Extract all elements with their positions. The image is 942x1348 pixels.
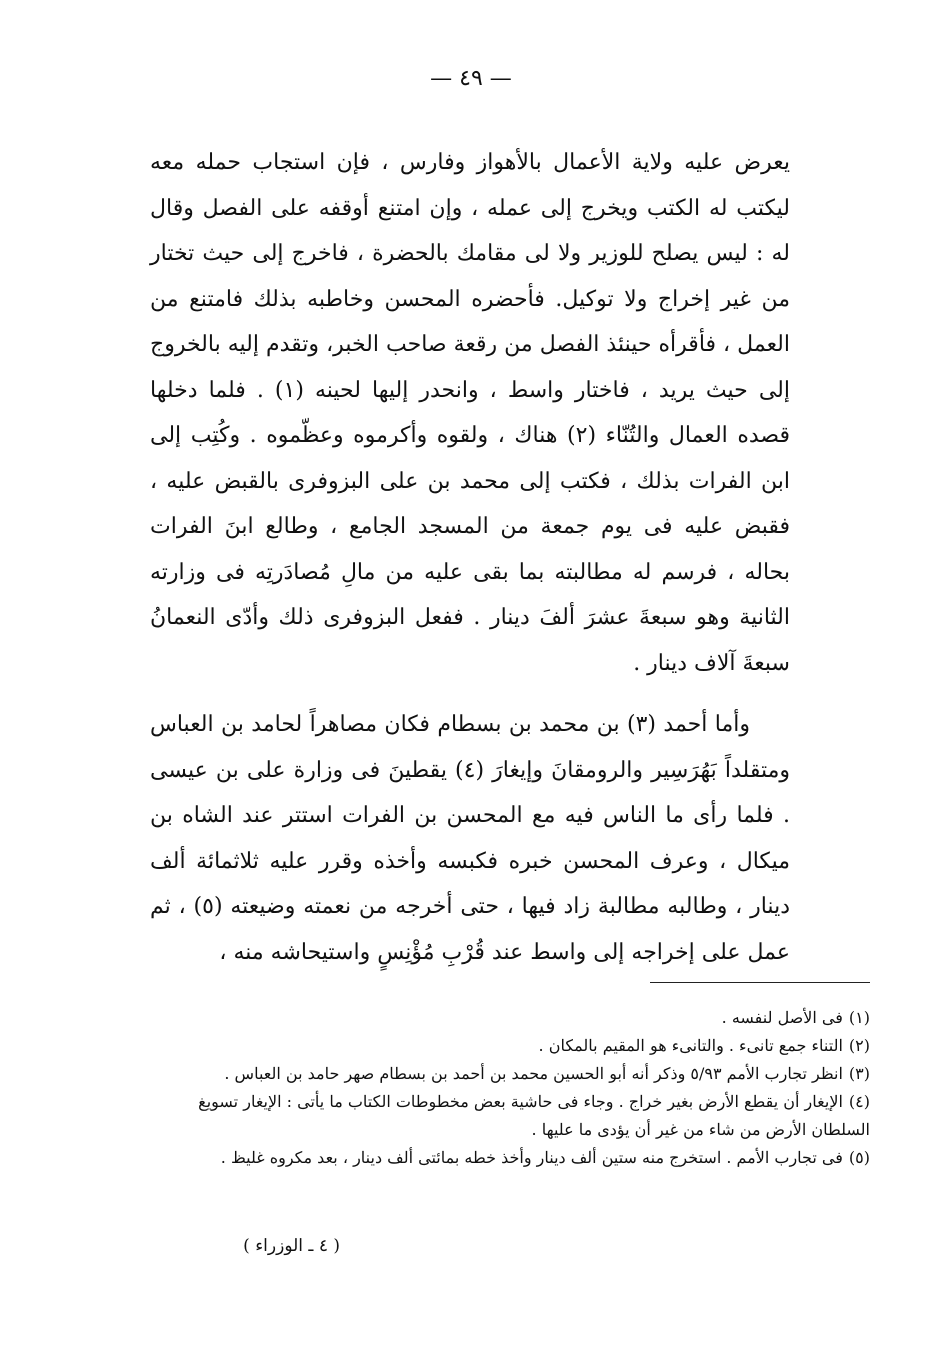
footnote [150,1060,870,1088]
footnote-text: فى الأصل لنفسه . [721,1008,843,1027]
footnote-number: (٣) [848,1064,870,1083]
text-line: الكتب ويخرج إلى عمله ، وإن امتنع أوقفه على الفصل وقال له : ليس يصلح للوزير [150,195,790,266]
footnote-text: انظر تجارب الأمم ٥/٩٣ وذكر أنه أبو الحسين محمد بن أحمد بن بسطام صهر حامد بن العباس . [224,1064,843,1083]
footnote-text: فى تجارب الأمم . استخرج منه ستين ألف دينار وأخذ خطه بمائتى ألف دينار ، بعد مكروه غليظ . [220,1148,843,1167]
text-line: وأما أحمد (٣) بن محمد بن بسطام فكان مصاهراً لحامد بن العباس ومتقلداً [150,712,791,783]
footnote-number: (٢) [848,1036,870,1055]
text-line: فلما دخلها قصده العمال والتُنّاء (٢) هناك ، ولقوه وأكرموه وعظّموه . وكُتِب [150,377,790,448]
text-line: وأخذه وقرر عليه ثلاثمائة ألف دينار ، وطالبه مطالبة زاد فيها ، حتى أخرجه من نعمته [150,848,790,919]
text-line: يعرض عليه ولاية الأعمال بالأهواز وفارس ، فإن استجاب حمله معه ليكتب له [150,150,790,221]
footnote-number: (٥) [848,1148,870,1167]
main-text [150,140,790,975]
footnotes [150,1004,870,1172]
signature-mark: ( ٤ ـ الوزراء ) [243,1236,340,1256]
footnote [150,1088,870,1144]
paragraph-2 [150,702,790,975]
footnote-number: (٤) [848,1092,870,1111]
footnote [150,1032,870,1060]
footnote-number: (١) [848,1008,870,1027]
footnote-divider [650,982,870,983]
footnote [150,1144,870,1172]
text-line: بَهُرَسِير والرومقانَ وإيغارَ (٤) يقطينَ فى وزارة على بن عيسى . فلما رأى ما الناس [150,757,790,828]
footnote-text: التناء جمع تانىء . والتانىء هو المقيم بالمكان . [538,1036,843,1055]
paragraph-1 [150,140,790,686]
text-line: إلى ابن الفرات بذلك ، فكتب إلى محمد بن على البزوفرى بالقبض عليه ، فقبض عليه [150,423,790,539]
text-line: وتقدم إليه بالخروج إلى حيث يريد ، فاختار واسط ، وانحدر إليها لحينه (١) . [150,332,790,403]
text-line: فى يوم جمعة من المسجد الجامع ، وطالع ابنَ الفرات بحاله ، فرسم له مطالبته بما بقى [150,514,790,585]
text-line: ولا لى مقامك بالحضرة ، فاخرج إلى حيث تختار من غير إخراج ولا توكيل. فأحضره [150,241,791,312]
footnote [150,1004,870,1032]
text-line: المحسن وخاطبه بذلك فامتنع من العمل ، فأقرأه حينئذ الفصل من رقعة صاحب الخبر، [150,286,790,357]
footnote-text: الإيغار أن يقطع الأرض بغير خراج . وجاء فى حاشية بعض مخطوطات الكتاب ما يأتى : الإيغار تسويغ السلطان الأرض من شاء من غير أن يؤدى ما عليها . [198,1092,870,1139]
text-line: وضيعته (٥) ، ثم عمل على إخراجه إلى واسط عند قُرْبِ مُؤْنِسٍ واستيحاشه منه ، [150,894,790,965]
text-line: عليه من مالِ مُصادَرتِه فى وزارته الثانية وهو سبعةَ عشرَ ألفَ دينار . ففعل البزوفرى [150,559,790,630]
page-number: — ٤٩ — [430,66,512,91]
text-line: ذلك وأدّى النعمانُ سبعةَ آلاف دينار . [150,605,790,676]
text-line: فيه مع المحسن بن الفرات استتر عند الشاه بن ميكال ، وعرف المحسن خبره فكبسه [150,803,791,874]
